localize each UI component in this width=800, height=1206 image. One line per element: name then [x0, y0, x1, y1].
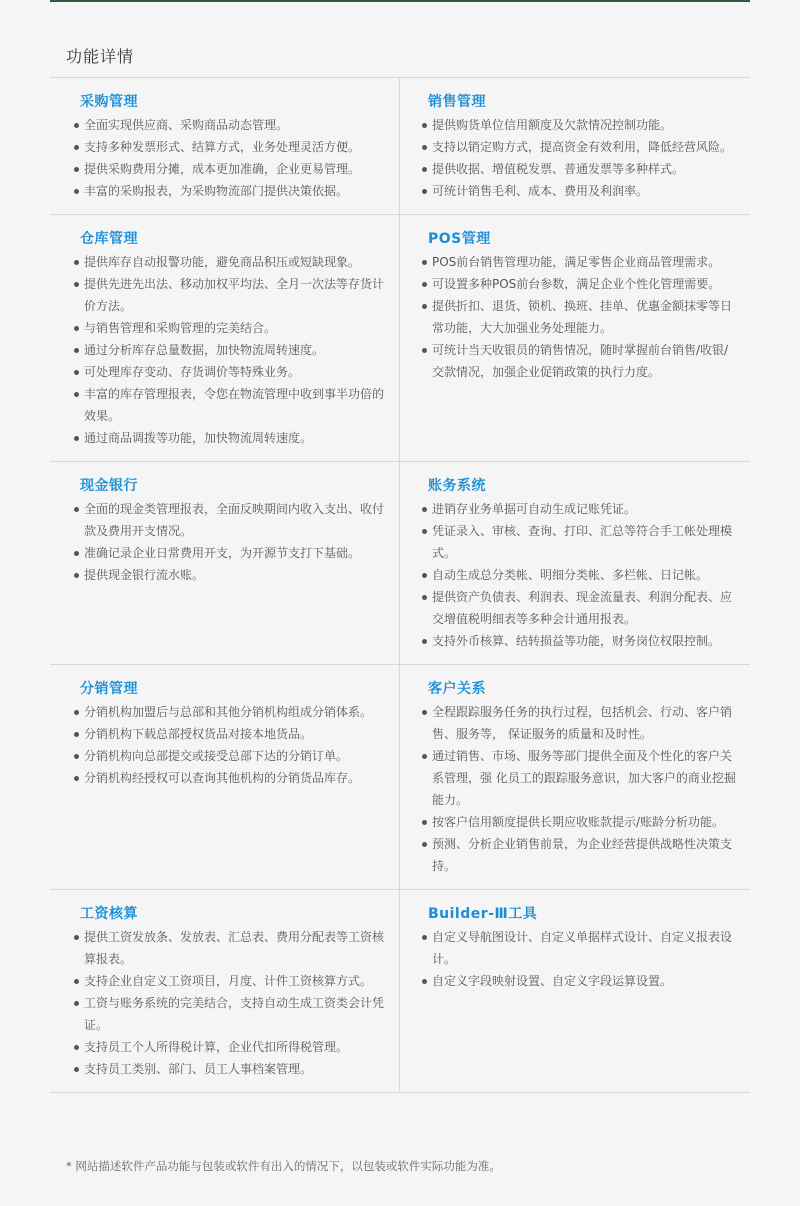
feature-item: 支持以销定购方式，提高资金有效利用，降低经营风险。 [420, 136, 739, 158]
feature-title: 采购管理 [80, 94, 138, 110]
feature-item: 支持员工类别、部门、员工人事档案管理。 [72, 1058, 389, 1080]
feature-item: 分销机构向总部提交或接受总部下达的分销订单。 [72, 745, 389, 767]
feature-card [400, 462, 749, 664]
feature-title: 分销管理 [80, 681, 138, 697]
feature-item: 可统计当天收银员的销售情况，随时掌握前台销售/收银/交款情况，加强企业促销政策的执行力度。 [420, 339, 739, 383]
feature-card [50, 215, 400, 461]
feature-item: 提供现金银行流水账。 [72, 564, 389, 586]
feature-item: 提供收据、增值税发票、普通发票等多种样式。 [420, 158, 739, 180]
feature-item: 与销售管理和采购管理的完美结合。 [72, 317, 389, 339]
feature-item: 工资与账务系统的完美结合，支持自动生成工资类会计凭证。 [72, 992, 389, 1036]
feature-item: 预测、分析企业销售前景，为企业经营提供战略性决策支持。 [420, 833, 739, 877]
page-title: 功能详情 [66, 47, 135, 66]
feature-item: 丰富的采购报表，为采购物流部门提供决策依据。 [72, 180, 389, 202]
feature-item: 可统计销售毛利、成本、费用及利润率。 [420, 180, 739, 202]
feature-card [50, 665, 400, 889]
feature-title: 账务系统 [428, 478, 486, 494]
feature-item: 通过分析库存总量数据，加快物流周转速度。 [72, 339, 389, 361]
feature-list [420, 701, 739, 877]
feature-item: 支持多种发票形式、结算方式，业务处理灵活方便。 [72, 136, 389, 158]
feature-list [420, 498, 739, 652]
feature-item: 可处理库存变动、存货调价等特殊业务。 [72, 361, 389, 383]
feature-item: 支持外币核算、结转损益等功能，财务岗位权限控制。 [420, 630, 739, 652]
feature-item: 凭证录入、审核、查询、打印、汇总等符合手工帐处理模式。 [420, 520, 739, 564]
feature-row [50, 78, 750, 215]
feature-title: 仓库管理 [80, 231, 138, 247]
feature-item: 准确记录企业日常费用开支，为开源节支打下基础。 [72, 542, 389, 564]
feature-item: POS前台销售管理功能，满足零售企业商品管理需求。 [420, 251, 739, 273]
feature-list [72, 251, 389, 449]
feature-item: 支持员工个人所得税计算，企业代扣所得税管理。 [72, 1036, 389, 1058]
feature-title: 客户关系 [428, 681, 486, 697]
feature-item: 丰富的库存管理报表，令您在物流管理中收到事半功倍的效果。 [72, 383, 389, 427]
feature-card [400, 78, 749, 214]
feature-item: 提供库存自动报警功能，避免商品积压或短缺现象。 [72, 251, 389, 273]
feature-list [72, 701, 389, 789]
feature-item: 提供购货单位信用额度及欠款情况控制功能。 [420, 114, 739, 136]
feature-list [72, 926, 389, 1080]
feature-item: 提供资产负债表、利润表、现金流量表、利润分配表、应交增值税明细表等多种会计通用报表。 [420, 586, 739, 630]
feature-item: 通过商品调拨等功能，加快物流周转速度。 [72, 427, 389, 449]
feature-item: 自定义导航图设计、自定义单据样式设计、自定义报表设计。 [420, 926, 739, 970]
feature-row [50, 462, 750, 665]
feature-item: 分销机构下载总部授权货品对接本地货品。 [72, 723, 389, 745]
feature-item: 提供采购费用分摊，成本更加准确，企业更易管理。 [72, 158, 389, 180]
footnote: * 网站描述软件产品功能与包装或软件有出入的情况下，以包装或软件实际功能为准。 [66, 1159, 501, 1173]
feature-item: 全面实现供应商、采购商品动态管理。 [72, 114, 389, 136]
feature-list [72, 498, 389, 586]
feature-list [420, 251, 739, 383]
feature-item: 自动生成总分类帐、明细分类帐、多栏帐、日记帐。 [420, 564, 739, 586]
feature-item: 自定义字段映射设置、自定义字段运算设置。 [420, 970, 739, 992]
feature-item: 全程跟踪服务任务的执行过程，包括机会、行动、客户销售、服务等， 保证服务的质量和及时性。 [420, 701, 739, 745]
feature-item: 提供先进先出法、移动加权平均法、全月一次法等存货计价方法。 [72, 273, 389, 317]
feature-card [400, 215, 749, 461]
top-divider [50, 0, 750, 2]
feature-card [50, 890, 400, 1092]
feature-title: 工资核算 [80, 906, 138, 922]
feature-title: POS管理 [428, 231, 491, 247]
feature-row [50, 665, 750, 890]
feature-card [400, 665, 749, 889]
feature-card [50, 462, 400, 664]
feature-item: 全面的现金类管理报表，全面反映期间内收入支出、收付款及费用开支情况。 [72, 498, 389, 542]
feature-title: 现金银行 [80, 478, 138, 494]
feature-list [72, 114, 389, 202]
feature-item: 通过销售、市场、服务等部门提供全面及个性化的客户关系管理，强 化员工的跟踪服务意识，加大客户的商业挖掘能力。 [420, 745, 739, 811]
feature-grid [50, 77, 750, 1093]
feature-row [50, 890, 750, 1093]
feature-item: 分销机构经授权可以查询其他机构的分销货品库存。 [72, 767, 389, 789]
feature-card [400, 890, 749, 1092]
feature-item: 可设置多种POS前台参数，满足企业个性化管理需要。 [420, 273, 739, 295]
feature-title: 销售管理 [428, 94, 486, 110]
feature-list [420, 926, 739, 992]
feature-card [50, 78, 400, 214]
feature-item: 按客户信用额度提供长期应收账款提示/账龄分析功能。 [420, 811, 739, 833]
feature-title: Builder-Ⅲ工具 [428, 906, 538, 922]
feature-item: 提供工资发放条、发放表、汇总表、费用分配表等工资核算报表。 [72, 926, 389, 970]
feature-item: 提供折扣、退货、锁机、换班、挂单、优惠金额抹零等日常功能，大大加强业务处理能力。 [420, 295, 739, 339]
feature-item: 进销存业务单据可自动生成记账凭证。 [420, 498, 739, 520]
feature-item: 支持企业自定义工资项目，月度、计件工资核算方式。 [72, 970, 389, 992]
feature-list [420, 114, 739, 202]
feature-item: 分销机构加盟后与总部和其他分销机构组成分销体系。 [72, 701, 389, 723]
feature-row [50, 215, 750, 462]
